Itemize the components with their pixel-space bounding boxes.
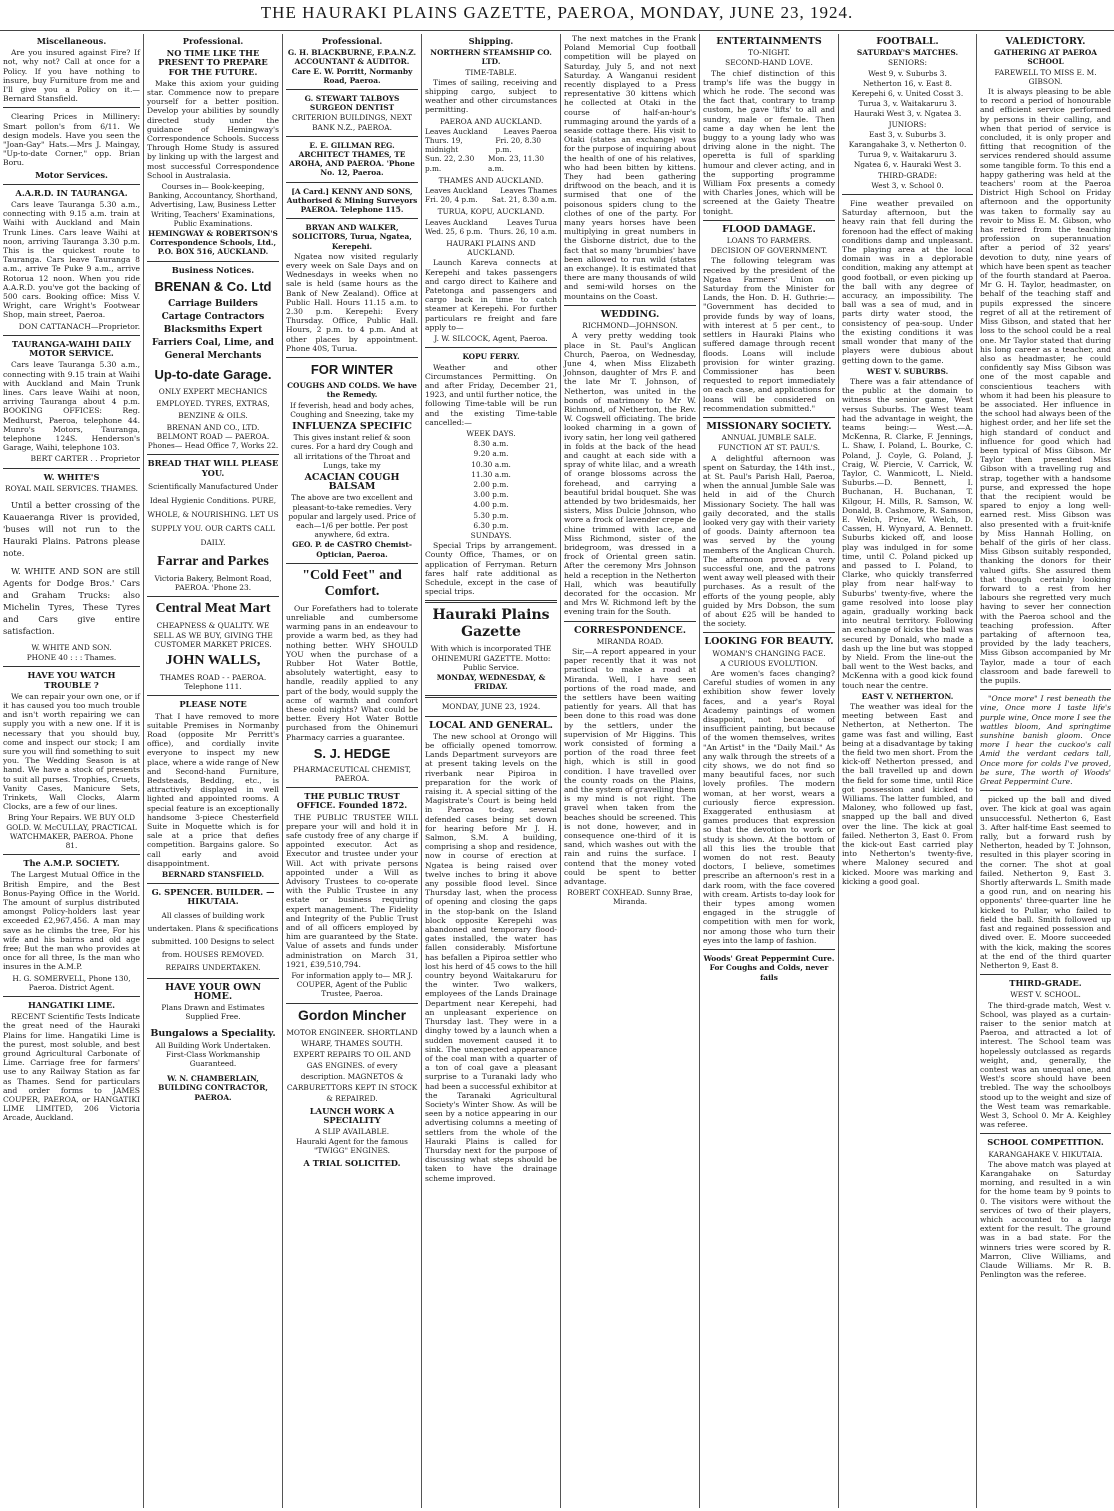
aard-text: Cars leave Tauranga 5.30 a.m., connecting with 9.15 a.m. train at Waihi with Auckland and Main Trunk Lines. Cars leave Waihi at noon, arriving Tauranga 3.30 p.m. This is the quickest route to Tauranga. Cars leave Tauranga 8 a.m., arrive Te Puke 9 a.m., arrive Rotorua 12 noon. When you ride A.A.R.D. you've got the backing of 500 cars. Booking office: Miss V. Wright, care Wright's Footwear Shop, main street, Paeroa. [3,200,140,320]
third-label: THIRD-GRADE: [877,170,938,180]
gazette-days: MONDAY, WEDNESDAY, & FRIDAY. [436,672,546,692]
curious-sub: A CURIOUS EVOLUTION. [720,658,818,668]
wvs-school-text: The third-grade match, West v. School, was played as a curtain-raiser to the senior match at Paeroa, and attracted a lot of interest. The School team was hopelessly outclassed as regards weight, and, generally, the contest was an unequal one, and West's score should have been trebled. The way the schoolboys stood up to the weight and size of the West team was remarkable. West 3, School 0. Mr A. Keighley was referee. [980,1000,1111,1130]
meat-heading: Central Meat Mart [155,601,271,617]
ferry-time: 8.30 a.m. [473,439,509,449]
gazette-nameplate: Hauraki Plains Gazette [432,607,550,641]
juniors-results [842,130,973,170]
hem-sign: HEMINGWAY & ROBERTSON'S Correspondence Schools, Ltd., P.O. BOX 516, AUCKLAND. [148,229,278,257]
wedding-heading: WEDDING. [600,308,660,320]
mincher-text: MOTOR ENGINEER. SHORTLAND WHARF, THAMES SOUTH. EXPERT REPAIRS TO OIL AND GAS ENGINES. of every description. MAGNETOS & CARBURETTORS KEPT IN STOCK & REPAIRED. [286,1027,418,1103]
ferry-times [425,439,557,530]
timetable-cell: Leaves Auckland [425,186,488,196]
notice-sign: BERNARD STANSFIELD. [161,869,265,879]
wedding-sub: RICHMOND—JOHNSON. [582,321,678,331]
cold-feet-text: Our Forefathers had to tolerate unreliable and cumbersome warming pans in an endeavour to provide a warm bed, as they had nothing better. WHY SHOULD YOU when the purchase of a Rubber Hot Water Bottle, absolutely watertight, easy to handle, readily applied to any part of the body, would supply the acme of warmth and comfort these cold nights? What could be better. Every Hot Water Bottle purchased from the Ohinemuri Pharmacy carries a guarantee. [286,603,418,742]
match-result: Ngatea 6, v. Hauraki West 3. [853,160,962,170]
garage-heading: Up-to-date Garage. [154,366,272,382]
garage-text: ONLY EXPERT MECHANICS EMPLOYED. TYRES, EXTRAS, BENZINE & OILS. [156,386,270,420]
ad-heading: G. SPENCER. BUILDER. — HIKUTAIA. [151,887,275,907]
timetable-row [425,136,557,154]
trial-heading: A TRIAL SOLICITED. [303,1157,401,1168]
trouble-sign: Bring Your Repairs. WE BUY OLD GOLD. W. McCULLAY, PRACTICAL WATCHMAKER, PAEROA. Phone 81. [6,813,137,850]
farewell-sub: FAREWELL TO MISS E. M. GIBSON. [994,67,1097,86]
beauty-text: Are women's faces changing? Careful studies of women in any exhibition show fewer lovely faces, and a year's Royal Academy paintings of women disappoint, not because of insufficient painting, but because of the women themselves, writes "An Artist" in the "Daily Mail." As any walk through the streets of a city shows, we do not find so many beautiful faces, nor such lovely profiles. The modern woman, at her worst, wears a curiously fierce expression. Exaggerated enthusiasm at games produces that expression so that the devotion to work or study is shown. At the bottom of all this lies the trouble that women do not rest. Beauty doctors, I believe, sometimes prescribe an afternoon's rest in a dark room, with the face covered with cream. Artists to-day look for their types among women engaged in the struggle of competition with men for work, nor among those who turn their eyes into the lamp of fashion. [703,669,835,945]
column-shipping [422,34,560,1508]
wvs-school-sub: WEST V. SCHOOL. [1010,990,1081,1000]
school-comp-heading: SCHOOL COMPETITION. [987,1137,1104,1148]
kenny-card: [A Card.] KENNY AND SONS, Authorised & Mining Surveyors PAEROA. Telephone 115. [286,186,418,215]
timetable-row [425,186,557,195]
local-heading: LOCAL AND GENERAL. [428,719,553,731]
millinery-ad: Clearing Prices in Millinery: Smart pollon's from 6/11. We design models. Have you seen the "Joan-Gay" Hats.—Mrs J. Maingay, "Up-to-date Corner," opp. Brian Boru. [3,112,140,168]
loans-sub: LOANS TO FARMERS. [726,236,812,246]
hem-courses: Courses in— Book-keeping, Banking, Accountancy, Shorthand, Advertising, Law, Business Letter Writing, Teachers' Examinations, Public Examinations. [148,182,278,228]
home-text: Plans Drawn and Estimates Supplied Free. [161,1002,265,1022]
match-result: Turua 3, v. Waitakaruru 3. [858,99,957,109]
beauty-heading: LOOKING FOR BEAUTY. [704,636,834,648]
hedge-sub: PHARMACEUTICAL CHEMIST, PAEROA. [293,764,411,783]
match-result: Netherton 16, v. East 8. [862,78,953,88]
wedding-text: A very pretty wedding took place in St. Paul's Anglican Church, Paeroa, on Wednesday, June 4, when Miss Elizabeth Johnson, daughter of Mrs F. and the late Mr T. Johnson, of Netherton, was united in the bonds of matrimony to Mr W. Richmond, of Netherton, the Rev. W. Cogswell officiating. The bride looked charming in a gown of ivory satin, her long veil gathered in folds at the back of the head and caught at each side with a spray of white lilac, and a wreath of orange blossoms across the forehead, and carrying a beautiful bridal bouquet. She was attended by two bridesmaids, her sisters, Miss Dulcie Johnson, who wore a frock of lavender crepe de chine trimmed with lace, and Miss Richmond, sister of the bridegroom, was dressed in a frock of Oriental green satin. After the ceremony Mrs Johnson held a reception in the Netherton Hall, which was beautifully decorated for the occasion. Mr and Mrs W. Richmond left by the evening train for the South. [564,331,696,617]
column-professional-2 [283,34,421,1508]
timetable-cell: Sat. 21, 8.30 a.m. [491,195,557,205]
section-heading: Business Notices. [171,264,255,275]
wvs-text: There was a fair attendance of the public at the domain to witness the senior game, West versus Suburbs. The West team had the advantage in weight, the teams being:— West.—A. McKenna, R. Clarke, F. Jennings, L. Shaw, I. Poland, L. Bourke, C. Poland, J. Coyle, G. Poland, J. Craig, W. Piercie, V. Carrick, W. Taylor, C. Wanmicott, L. Nield. Suburbs.—D. Bennett, I. Buchanan, H. Buchanan, T. Kilgour, H. Mills, R. Samson, W. Donald, B. Cashmore, R. Samson, E. Welch, Price, W. Welch, D. Cassen, H. Wynyard, A. Bennett. Suburbs kicked off, and loose play was indulged in for some time, until C. Poland picked up and passed to I. Poland, to Clarke, who quickly transferred play from near half-way to Suburbs' twenty-five, where the game resolved into loose play again, gradually working back into neutral territory. Following an exchange of kicks the ball was secured by Donald, who made a dash up the line but was stopped by Nield. From the line-out the ball went to the West backs, and McKenna with a good kick found touch near the centre. [842,376,973,690]
match-result: Karangahake 3, v. Netherton 0. [848,140,967,150]
bread-text: Scientifically Manufactured Under Ideal Hygienic Conditions. PURE, WHOLE, & NOURISHING. LET US SUPPLY YOU. OUR CARTS CALL DAILY. [147,481,279,547]
seniors-results [842,69,973,119]
third-result: West 3, v. School 0. [871,180,944,190]
walls-heading: JOHN WALLS, [165,652,261,668]
corr-sub: MIRANDA ROAD. [596,636,664,646]
timetable-row [425,154,557,172]
tk-heading: TURUA, KOPU, AUCKLAND. [437,207,545,217]
match-result: East 3, v. Suburbs 3. [868,129,947,139]
cham-sign: W. N. CHAMBERLAIN, BUILDING CONTRACTOR, PAEROA. [158,1074,268,1102]
timetable-cell: Fri. 20, 8.30 p.m. [495,136,542,155]
news-text: The next matches in the Frank Poland Memorial Cup football competition will be played on Saturday, July 5, and not next Saturday. A Wanganui resident recently displayed to a Press representative 30 kittens which he collected at Otaki in the course of half-an-hour's rummaging around the yards of a seaside cottage there. His visit to Otaki (states an exchange) was for the purpose of inquiring about the health of one of his relatives, who had been bitten by kittens. They had been gathering driftwood on the beach, and it is surmised that one of the poisonous spiders clung to the clothes of one of the party. For many years horses have been multiplying in great numbers in the Gisborne district, due to the fact that so many 'brumbies' have been allowed to run wild (states an exchange). It is estimated that there are many thousands of wild and semi-wild horses on the mountains on the Coast. [564,34,696,301]
evn-heading: EAST V. NETHERTON. [861,691,954,701]
cold-feet-heading: "Cold Feet" and Comfort. [302,567,402,599]
ad-heading: W. WHITE'S [43,471,100,482]
local-text: The new school at Orongo will be officially opened tomorrow. Lands Department surveyors are at present taking levels on the riverbank near Pipiroa in preparation for the work of raising it. A special sitting of the Magistrate's Court is being held in Paeroa to-day, several defended cases being set down for hearing before Mr J. H. Salmon, S.M. A building, comprising a shop and residence, now in course of erection at Ngatea is being raised over twelve inches to bring it above any possible flood level. Since Thursday last, when the process of opening and closing the gaps in the stop-bank on the Island block opposite Kerepehi was abandoned and temporary flood-gates installed, the water has fallen considerably. Misfortune has befallen a Pipiroa settler who lost his herd of 45 cows to the hill country beyond Waitakaruru for the winter. Two walkers, employees of the Lands Drainage Department near Kerepehi, had an unpleasant experience on Thursday last. They were in a dinghy towed by a launch when a sudden movement caused it to sink. The unexpected appearance of the coal man with a quarter of a ton of coal gave a pleasant surprise to a Turanaki lady who had been a successful exhibitor at the Taranaki Agricultural Society's Winter Show. As will be seen by a notice appearing in our advertising columns a meeting of settlers from the whole of the Hauraki Plains is called for Thursday next for the purpose of discussing what steps should be taken to have the drainage scheme improved. [425,731,557,1183]
match-result: West 9, v. Suburbs 3. [868,68,947,78]
influenza-heading: INFLUENZA SPECIFIC [292,420,412,432]
acacian-heading: ACACIAN COUGH BALSAM [304,471,400,493]
missionary-heading: MISSIONARY SOCIETY. [706,420,832,432]
bryan-card: BRYAN AND WALKER, SOLICITORS, Turua, Ngatea, Kerepehi. [292,223,412,251]
timetable-cell: Wed. 25, 6 p.m. [425,226,483,236]
corr-sign: ROBERT COXHEAD. Sunny Brae, Miranda. [567,888,693,907]
timetable-cell: Leaves Turua [506,217,557,227]
winter-text: If feverish, head and body aches, Coughing and Sneezing, take my [290,400,414,419]
launch-heading: LAUNCH WORK A SPECIALITY [309,1105,395,1125]
tw-sign: BERT CARTER . . Proprietor [30,454,140,464]
timetable-cell: Sun. 22, 2.30 p.m. [425,154,475,173]
timetable-row [425,127,557,136]
white-text: Until a better crossing of the Kauaeranga River is provided, 'buses will not run to the Hauraki Plains. Patrons please note. [3,499,140,558]
decision-sub: DECISION OF GOVERNMENT. [710,246,828,256]
lime-text: RECENT Scientific Tests Indicate the great need of the Hauraki Plains for lime. Hangatiki Lime is the purest, most soluble, and best ground Agricultural Carbonate of Lime. Carriage free for farmers' use to any Railway Station as far as Thames. Send for particulars and order forms to JAMES COUPER, PAEROA, or HANGATIKI LIME LIMITED, 206 Victoria Arcade, Auckland. [3,1012,140,1123]
timetable-cell: Thurs. 26, 10 a.m. [489,226,557,236]
woods-poem: "Once more" I rest beneath the vine, Once more I taste life's purple wine, Once more I see the wattles bloom, And springtime sunshine banish gloom. Once more I hear the cuckoo's call Amid the verdant cedars tall, Once more for colds I've proved, be sure, The worth of Woods' Great Peppermint Cure. [980,694,1111,787]
slip-text: A SLIP AVAILABLE. [314,1127,390,1137]
match-result: Turua 9, v. Waitakaruru 3. [858,150,957,160]
hem-text: Make this axiom your guiding star. Commence now to prepare yourself for a better position. Develop your abilities by soundly directed study under the guidance of Hemingway's Correspondence Schools. Success Through Home Study is assured by linking up with the largest and most successful Correspondence School in Australasia. [147,78,279,180]
ad-heading: HANGATIKI LIME. [27,1000,116,1011]
timetable-text: Times of sailing, receiving and shipping cargo, subject to weather and other circumstances permitting. [425,77,557,115]
timetable-cell: Leaves Thames [500,186,557,196]
column-entertainments [700,34,838,1508]
woods-ad: Woods' Great Peppermint Cure. For Coughs and Colds, never fails [703,954,835,982]
sundays-heading: SUNDAYS. [470,530,512,540]
trust-sign: For information apply to— MR J. COUPER, Agent of the Public Trustee, Paeroa. [291,971,413,999]
football-text: Fine weather prevailed on Saturday afternoon, but the heavy rain that fell during the forenoon had the effect of making conditions damp and unpleasant. The playing area at the local domain was in a deplorable condition, making any attempt at good football, or even picking up the ball with any degree of accuracy, an impossibility. The ball was a sea of mud, and in parts dirty water stood, the consistency of pea-soup. Under the existing conditions it was small wonder that many of the players were dubious about getting down to the game. [842,199,973,365]
gathering-sub: GATHERING AT PAEROA SCHOOL [993,48,1098,67]
aard-sign: DON CATTANACH—Proprietor. [18,321,140,331]
ad-heading: NO TIME LIKE THE PRESENT TO PREPARE FOR THE FUTURE. [158,48,268,77]
ad-heading: TAURANGA-WAIHI DAILY MOTOR SERVICE. [11,338,132,359]
amp-sign: H. G. SOMERVELL, Phone 130, Paeroa. District Agent. [12,973,131,992]
amp-text: The Largest Mutual Office in the British Empire, and the Best Bonus-Paying Office in the World. The amount of surplus distributed amongst Policy-holders last year exceeded £2,967,456. A man may save as he climbs the tree, For his wife and his bairns and old age free; But the man who provides at once for all three, Is the man who insures in the A.M.P. [3,870,140,972]
saturday-sub: SATURDAY'S MATCHES. [856,48,959,58]
football-continued: picked up the ball and dived over. The kick at goal was again unsuccessful. Netherton 6, East 3. After half-time East seemed to rally, but a forward rush by Netherton, headed by T. Johnson, resulted in this player scoring in the corner. The shot at goal failed. Netherton 9, East 3. Shortly afterwards L. Smith made a good run, and on nearing his opponents' three-quarter line he kicked to Pullar, who failed to field the ball. Smith followed up fast and regained possession and dived over. E. Moore succeeded with the kick, making the scores at the end of the third quarter Netherton 9, East 8. [980,795,1111,970]
ferry-time: 3.00 p.m. [473,490,509,500]
kh-text: The above match was played at Karangahake on Saturday morning, and resulted in a win for the home team by 9 points to 0. The visitors were without the services of two of their players, which accounted to a large extent for the result. The ground was in a bad state. For the winners tries were scored by R. Marron, Clive Williams, and Claude Williams. Mr R. B. Penlington was the referee. [980,1159,1111,1280]
column-news [561,34,699,1508]
winter-sub: COUGHS AND COLDS. We have the Remedy. [287,381,417,400]
ent-heading: ENTERTAINMENTS [716,36,822,47]
ta-table [425,186,557,204]
brenan-lines: Carriage Builders Cartage Contractors Blacksmiths Expert Farriers Coal, Lime, and General Merchants [152,298,274,361]
section-heading: Motor Services. [35,169,108,180]
womans-sub: WOMAN'S CHANGING FACE. [712,648,826,658]
castro-sign: GEO. P. de CASTRO Chemist-Optician, Paeroa. [292,540,412,559]
timetable-cell: Leaves Auckland [425,126,488,136]
bung-text: All Building Work Undertaken. First-Class Workmanship Guaranteed. [155,1040,271,1068]
insurance-ad: Are you insured against Fire? If not, why not? Call at once for a Policy. If you have nothing to insure, buy Furniture from me and I'll give you a Policy on it.—Bernard Stansfield. [3,48,140,104]
mincher-heading: Gordon Mincher [297,1006,407,1023]
farrar-heading: Farrar and Parkes [157,553,269,569]
white-phone: PHONE 40 : : : Thames. [26,653,117,663]
gazette-date: MONDAY, JUNE 23, 1924. [441,702,541,712]
missionary-text: A delightful afternoon was spent on Saturday, the 14th inst., at St. Paul's Parish Hall, Paeroa, when the annual Jumble Sale was held in aid of the Church Missionary Society. The hall was gaily decorated, and the stalls looked very gay with their variety of goods. Dainty afternoon tea was served by the young members of the Anglican Church. The afternoon proved a very successful one, and the patrons went away well pleased with their purchases. As a result of the efforts of the young people, ably guided by Mrs Dobson, the sum of about £25 will be handed to the society. [703,453,835,629]
winter-heading: FOR WINTER [310,362,394,378]
twigg-text: Hauraki Agent for the famous "TWIGG" ENGINES. [296,1137,408,1156]
column-miscellaneous [0,34,143,1508]
sundays-text: Special Trips by arrangement. County Office, Thames, or on application of Ferryman. Return fares half rate additional as Schedule, except in the case of special trips. [425,541,557,597]
flood-text: The following telegram was received by the president of the Ngatea Farmers' Union on Saturday from the Minister for Lands, the Hon. D. H. Guthrie:— "Government has decided to provide funds by way of loans, with interest at 5 per cent., to settlers in Hauraki Plains who suffered damage through recent floods. Loans will include provision for winter grazing. Commissioner has been requested to report immediately on each case, and applications for loans will be considered on recommendation submitted." [703,256,835,413]
ferry-time: 11.30 a.m. [471,469,511,479]
stpaul-sub: FUNCTION AT ST. PAUL'S. [718,443,820,453]
ferry-time: 10.30 a.m. [471,459,511,469]
valedictory-heading: VALEDICTORY. [1005,36,1086,47]
ad-heading: BREAD THAT WILL PLEASE YOU. [147,458,279,478]
timetable-row [425,218,557,227]
column-professional [144,34,282,1508]
column-football [839,34,976,1508]
flood-heading: FLOOD DAMAGE. [722,223,816,235]
white-sign: W. WHITE AND SON. [31,642,112,652]
kh-sub: KARANGAHAKE V. HIKUTAIA. [988,1149,1103,1159]
bryan-text: Ngatea now visited regularly every week on Sale Days and on Wednesdays in weeks when no sale is held (same hours as the Bank of New Zealand). Office at Public Hall. Hours 11.15 a.m. to 2.30 p.m. Kerepehi: Every Thursday. Office, Public Hall. Hours, 2 p.m. to 4 p.m. And at other places by appointment. Phone 40S, Turua. [286,251,418,353]
timetable-cell: Thurs. 19, midnight [425,136,463,155]
timetable-cell: Mon. 23, 11.30 a.m. [487,154,545,173]
ferry-time: 9.20 a.m. [473,449,509,459]
trouble-text: We can repair your own one, or if it has caused you too much trouble and isn't worth repairing we can supply you with a new one. If it is necessary that you should buy, come and inspect our stock; I am sure you will find something to suit you. The Wedding Season is at hand. We have a stock of presents to suit all purses. Trophies, Cruets, Vanity Cases, Manicure Sets, Trinkets, Wall Clocks, Alarm Clocks, are a few of our lines. [3,691,140,812]
acacian-text: The above are two excellent and pleasant-to-take remedies. Very popular and largely used. Price of each—1/6 per bottle. Per post anywhere, 6d extra. [288,493,416,540]
ad-heading: HAVE YOU WATCH TROUBLE ? [27,670,116,690]
influenza-text: This gives instant relief & soon cures. For a hard dry Cough and all irritations of the Throat and Lungs, take my [290,433,414,470]
hpa-text: Launch Kareva connects at Kerepehi and takes passengers and cargo direct to Kaihere and Patetonga and passengers and cargo back in time to catch steamer at Kerepehi. For further particulars re freight and fare apply to— [425,258,557,332]
hpa-heading: HAURAKI PLAINS AND AUCKLAND. [446,239,536,258]
kopu-heading: KOPU FERRY. [462,352,520,362]
timetable-cell: Leaves Auckland [425,217,488,227]
timetable-heading: TIME-TABLE. [465,67,517,77]
kopu-text: Weather and other Circumstances Permitting. On and after Friday, December 21, 1923, and until further notice, the following Time-table will be run and the existing Time-table cancelled:— [425,362,557,427]
tonight: TO-NIGHT. [748,48,790,58]
ferry-time: 2.00 p.m. [473,479,509,489]
tk-table [425,218,557,236]
nsc-heading: NORTHERN STEAMSHIP CO. LTD. [430,48,552,67]
brenan-heading: BRENAN & Co. Ltd [154,278,272,294]
seniors-label: SENIORS: [887,58,928,68]
blackburne-card: G. H. BLACKBURNE, F.P.A.N.Z. ACCOUNTANT & AUDITOR. Care E. W. Porritt, Normanby Road, Paeroa. [287,48,417,85]
valedictory-text: It is always pleasing to be able to record a period of honourable and efficient service performed by persons in their calling, and when that period of service is concluded, it is only proper and fitting that recognition of the services rendered should assume some tangible form. To this end a happy gathering was held at the teachers' room at the Paeroa District High School on Friday afternoon and the opportunity was taken to formally say au revoir to Miss E. M. Gibson, who has retired from the teaching profession on superannuation after a period of 32 years' devotion to duty, nine years of which have been spent as teacher of the fourth standard at Paeroa. Mr G. H. Taylor, headmaster, on behalf of the teaching staff and pupils expressed the sincere regret of all at the retirement of Miss Gibson, and stated that her loss to the school could be a real one. Mr Taylor stated that during his long career as a teacher, and also as headmaster, he could confidently say Miss Gibson was one of the most capable and conscientious teachers with whom it had been his pleasure to be associated. Her influence in the school had always been of the highest order, and her life set the high standard of conduct and influence for good which had been typical of Miss Gibson. Mr Taylor then presented Miss Gibson with a travelling rug and strap, together with a handsome purse, and expressed the hope that the recipient would be spared to enjoy a long well-earned rest. Miss Gibson was also presented with a fruit-knife by Miss Hannah Holling, on behalf of the girls of her class. Miss Gibson suitably responded, thanking the donors for their valued gifts. She assured them that though certainly looking forward to a rest from her labours she regretted very much having to sever her connection with the Paeroa school and the teaching profession. After partaking of afternoon tea, provided by the lady teachers, Miss Gibson accompanied by Mr Taylor, made a tour of each classroom and bade farewell to the pupils. [980,87,1111,686]
talboys-text: CRITERION BUILDINGS, NEXT BANK N.Z., PAEROA. [291,113,413,132]
shl-heading: SECOND-HAND LOVE. [725,58,813,68]
ad-heading: A.A.R.D. IN TAURANGA. [15,187,128,198]
ad-heading: The A.M.P. SOCIETY. [23,858,120,869]
gazette-sub: With which is incorporated THE OHINEMURI GAZETTE. Motto: Public Service. [430,644,552,672]
section-heading: Professional. [321,36,383,46]
evn-text: The weather was ideal for the meeting between East and Netherton, at Netherton. The game was fast and willing, East being at a disadvantage by taking the field two men short. From the kick-off Netherton pressed, and the ball travelled up and down the field for some time, until Rice got possession and kicked to Williams. The latter fumbled, and Maloney, who followed up fast, snapped up the ball and dived over the line. The kick at goal failed. Netherton 3, East 0. From the kick-out East carried play into Netherton's twenty-five, where Maloney secured and kicked. Moore was marking and kicking a good goal. [842,702,973,886]
ferry-time: 6.30 p.m. [473,520,509,530]
ad-subheading: ROYAL MAIL SERVICES. THAMES. [5,483,138,493]
ad-heading: HAVE YOUR OWN HOME. [165,981,261,1002]
spencer-text: All classes of building work undertaken. Plans & specifications submitted. 100 Designs to select from. HOUSES REMOVED. REPAIRS UNDERTAKEN. [147,910,279,972]
hedge-heading: S. J. HEDGE [313,745,391,761]
corr-text: Sir,—A report appeared in your paper recently that it was not practical to make a road at Miranda. Well, I have seen portions of the road made, and the settlers have been waiting patiently for years. All that has been done to this road was done by the settlers, under the supervision of Mr Higgins. This work consisted of forming a portion of the road three feet high, which is still in good condition. I have travelled over the county roads on the Plains, and the system of gravelling them is my mind is not right. The gravel when taken from the beaches should be screened. This is not done, however, and in consequence one-third of it is sand, which washes out with the rain and ruins the surface. I contend that the money voted could be spent to better advantage. [564,647,696,887]
timetable-cell: Fri. 20, 4 p.m. [425,195,478,205]
jumble-sub: ANNUAL JUMBLE SALE. [721,433,817,443]
section-heading: Professional. [182,36,244,46]
ad-heading: PLEASE NOTE [179,699,247,710]
pa-heading: PAEROA AND AUCKLAND. [440,116,542,126]
juniors-label: JUNIORS: [888,119,927,129]
walls-text: THAMES ROAD - - PAEROA. Telephone 111. [159,672,267,692]
section-heading: Miscellaneous. [36,36,107,46]
trust-heading: THE PUBLIC TRUST OFFICE. Founded 1872. [296,791,408,811]
timetable-row [425,227,557,236]
ferry-time: 4.00 p.m. [473,500,509,510]
ta-heading: THAMES AND AUCKLAND. [438,175,544,185]
tw-text: Cars leave Tauranga 5.30 a.m., connecting with 9.15 train at Waihi with Auckland and Main Trunk lines. Cars leave Waihi at noon, arriving Tauranga about 4 p.m. BOOKING OFFICES: Reg. Medhurst, Paeroa, telephone 44. Munro's Motors, Tauranga, telephone 124S. Henderson's Garage, Waihi, telephone 103. [3,360,140,453]
notice-text: That I have removed to more suitable Premises in Normanby Road (opposite Mr Perritt's office), and cordially invite everyone to inspect my new place, where a wide range of New and Second-hand Furniture, Bedsteads, Bedding, etc., is attractively displayed in well lighted and appointed rooms. A special feature is an exceptionally handsome 3-piece Chesterfield Suite in Moquette which is for sale at a price that defies competition. Bargains galore. So call early and avoid disappointment. [147,711,279,868]
shl-text: The chief distinction of this tramp's life was the buggy in which he rode. The second was the fact that, contrary to tramp custom, he gave 'lifts' to all and sundry, male or female. Then came a day when he lent the buggy to a young lady who was driving alone in the night. The operetta is full of sparkling humour and clever acting, and in the supporting programme William Fox presents a comedy with Charles Jones, which will be screened at the Gaiety Theatre tonight. [703,68,835,216]
corr-heading: CORRESPONDENCE. [573,624,687,636]
match-result: Kerepehi 6, v. United Cosst 3. [851,89,964,99]
ferry-time: 5.30 p.m. [473,510,509,520]
wvs-heading: WEST V. SUBURBS. [866,366,949,376]
ad-heading: Bungalows a Speciality. [150,1028,276,1040]
hpa-sign: J. W. SILCOCK, Agent, Paeroa. [434,334,548,344]
third-grade-heading: THIRD-GRADE. [1009,978,1082,989]
timetable-cell: Leaves Paeroa [503,126,557,136]
gillman-card: E. E. GILLMAN REG. ARCHITECT THAMES, TE AROHA, AND PAEROA. 'Phone No. 12, Paeroa. [289,140,415,178]
column-valedictory [977,34,1114,1508]
trust-text: THE PUBLIC TRUSTEE WILL prepare your will and hold it in safe custody free of any charge if appointed executor. Act as Executor and trustee under your Will. Act with private persons appointed under a Will as Advisory Trustees to co-operate with the Public Trustee in any estate or business requiring expert management. The Fidelity and Integrity of the Public Trust and of all officers employed by him are guaranteed by the State. Value of assets and funds under administration on March 31, 1921, £39,510,794. [286,812,418,969]
farrar-text: Victoria Bakery, Belmont Road, PAEROA. 'Phone 23. [154,573,272,593]
football-heading: FOOTBALL. [876,36,939,47]
white-agents: W. WHITE AND SON are still Agents for Dodge Bros.' Cars and Graham Trucks: also Michelin Tyres, These Tyres and Cars give entire satisfaction. [3,565,140,636]
timetable-row [425,195,557,204]
brenan-addr: BRENAN AND CO., LTD. BELMONT ROAD — PAEROA. Phones— Head Office 7, Works 22. [147,422,279,451]
masthead: THE HAURAKI PLAINS GAZETTE, PAEROA, MONDAY, JUNE 23, 1924. [0,0,1114,31]
talboys-card: G. STEWART TALBOYS SURGEON DENTIST [304,94,400,113]
match-result: Hauraki West 3, v. Ngatea 3. [853,109,962,119]
meat-text: CHEAPNESS & QUALITY. WE SELL AS WE BUY, GIVING THE CUSTOMER MARKET PRICES. [153,621,273,649]
weekdays-heading: WEEK DAYS. [466,428,516,438]
section-heading: Shipping. [468,36,514,46]
pa-table [425,127,557,173]
